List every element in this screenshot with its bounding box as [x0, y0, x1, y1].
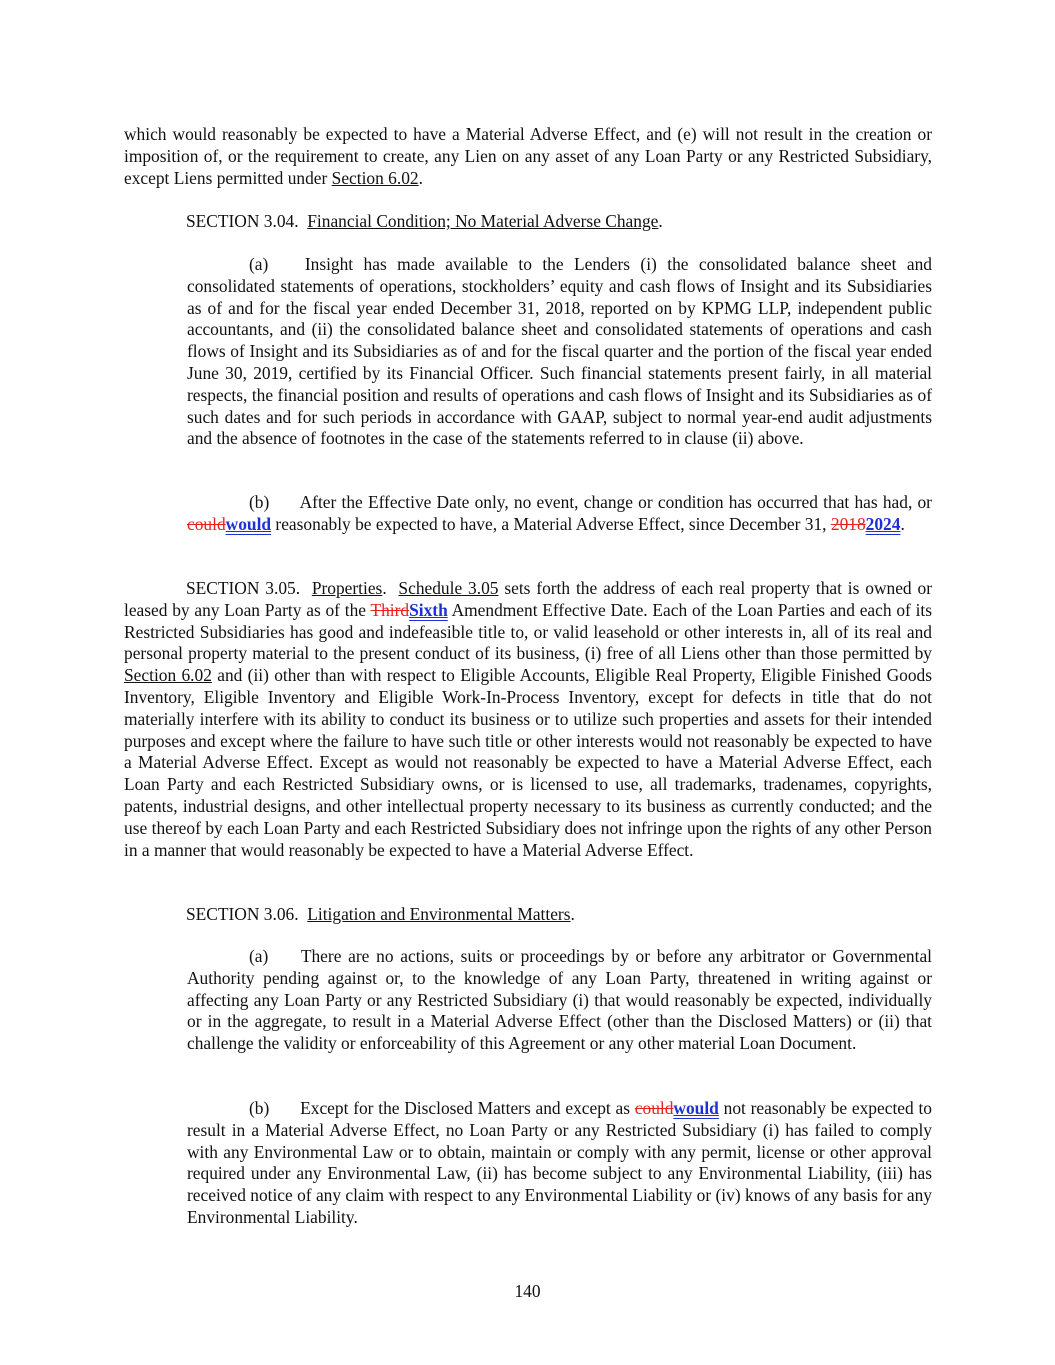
inserted-text: Sixth — [409, 599, 448, 620]
section-reference: Section 6.02 — [331, 167, 419, 188]
clause-label: (a) — [249, 946, 269, 966]
deleted-text: 2018 — [830, 513, 866, 534]
inserted-text: would — [225, 513, 272, 534]
deleted-text: Third — [370, 599, 410, 620]
section-3-06-heading: SECTION 3.06. Litigation and Environmental Matters. — [186, 904, 575, 924]
section-3-05-paragraph: SECTION 3.05. Properties. Schedule 3.05 sets forth the address of each real property that is owned or leased by any Loan Party as of the ThirdSixth Amendment Effective Date. Each of the Loan Parties and each of its Restricted Subsidiaries has good and indefeasible title to, or valid leasehold or other interests in, all of its real and personal property material to the present conduct of its business, (i) free of all Liens other than those permitted by Section 6.02 and (ii) other than with respect to Eligible Accounts, Eligible Real Property, Eligible Finished Goods Inventory, Eligible Inventory and Eligible Work-In-Process Inventory, except for defects in title that do not materially interfere with its ability to conduct its business or to utilize such properties and assets for their intended purposes and except where the failure to have such title or other interests would not reasonably be expected to have a Material Adverse Effect. Except as would not reasonably be expected to have a Material Adverse Effect, each Loan Party and each Restricted Subsidiary owns, or is licensed to use, all trademarks, tradenames, copyrights, patents, industrial designs, and other intellectual property necessary to its business as currently conducted; and the use thereof by each Loan Party and each Restricted Subsidiary does not infringe upon the rights of any other Person in a manner that would reasonably be expected to have a Material Adverse Effect. — [124, 578, 933, 860]
schedule-reference: Schedule 3.05 — [398, 578, 499, 598]
section-3-04-a: (a) Insight has made available to the Lenders (i) the consolidated balance sheet and consolidated statements of operations, stockholders’ equity and cash flows of Insight and its Subsidiaries as of and for the fiscal year ended December 31, 2018, reported on by KPMG LLP, independent public accountants, and (ii) the consolidated balance sheet and consolidated statements of operations and cash flows of Insight and its Subsidiaries as of and for the fiscal quarter and the portion of the fiscal year ended June 30, 2019, certified by its Financial Officer. Such financial statements present fairly, in all material respects, the financial position and results of operations and cash flows of Insight and its Subsidiaries as of such dates and for such periods in accordance with GAAP, subject to normal year-end audit adjustments and the absence of footnotes in the case of the statements referred to in clause (ii) above. — [187, 254, 932, 449]
inserted-text: would — [673, 1098, 719, 1118]
section-title: Properties — [311, 578, 383, 598]
section-3-06-a: (a) There are no actions, suits or proceedings by or before any arbitrator or Governmental Authority pending against or, to the knowledge of any Loan Party, threatened in writing against or affecting any Loan Party or any Restricted Subsidiary (i) that would reasonably be expected, individually or in the aggregate, to result in a Material Adverse Effect (other than the Disclosed Matters) or (ii) that challenge the validity or enforceability of this Agreement or any other material Loan Document. — [187, 946, 932, 1054]
intro-paragraph: which would reasonably be expected to have a Material Adverse Effect, and (e) will not result in the creation or imposition of, or the requirement to create, any Lien on any asset of any Loan Party or any Restricted Subsidiary, except Liens permitted under Section 6.02. — [124, 124, 932, 188]
clause-label: (b) — [249, 492, 270, 512]
section-title: Financial Condition; No Material Adverse Change — [307, 211, 659, 231]
clause-label: (a) — [249, 254, 269, 274]
inserted-text: 2024 — [865, 513, 901, 534]
page-number: 140 — [514, 1281, 541, 1301]
section-title: Litigation and Environmental Matters — [307, 904, 571, 924]
section-3-06-b: (b) Except for the Disclosed Matters and except as couldwould not reasonably be expected to result in a Material Adverse Effect, no Loan Party or any Restricted Subsidiary (i) has failed to comply with any Environmental Law or to obtain, maintain or comply with any permit, license or other approval required under any Environmental Law, (ii) has become subject to any Environmental Liability, (iii) has received notice of any claim with respect to any Environmental Liability or (iv) knows of any basis for any Environmental Liability. — [187, 1098, 932, 1227]
deleted-text: could — [634, 1098, 674, 1118]
deleted-text: could — [187, 513, 226, 534]
section-3-04-b: (b) After the Effective Date only, no event, change or condition has occurred that has had, or couldwould reasonably be expected to have, a Material Adverse Effect, since December 31, 20182024. — [187, 492, 932, 534]
section-3-04-heading: SECTION 3.04. Financial Condition; No Material Adverse Change. — [186, 211, 663, 231]
clause-label: (b) — [249, 1098, 270, 1118]
section-reference: Section 6.02 — [124, 665, 212, 686]
